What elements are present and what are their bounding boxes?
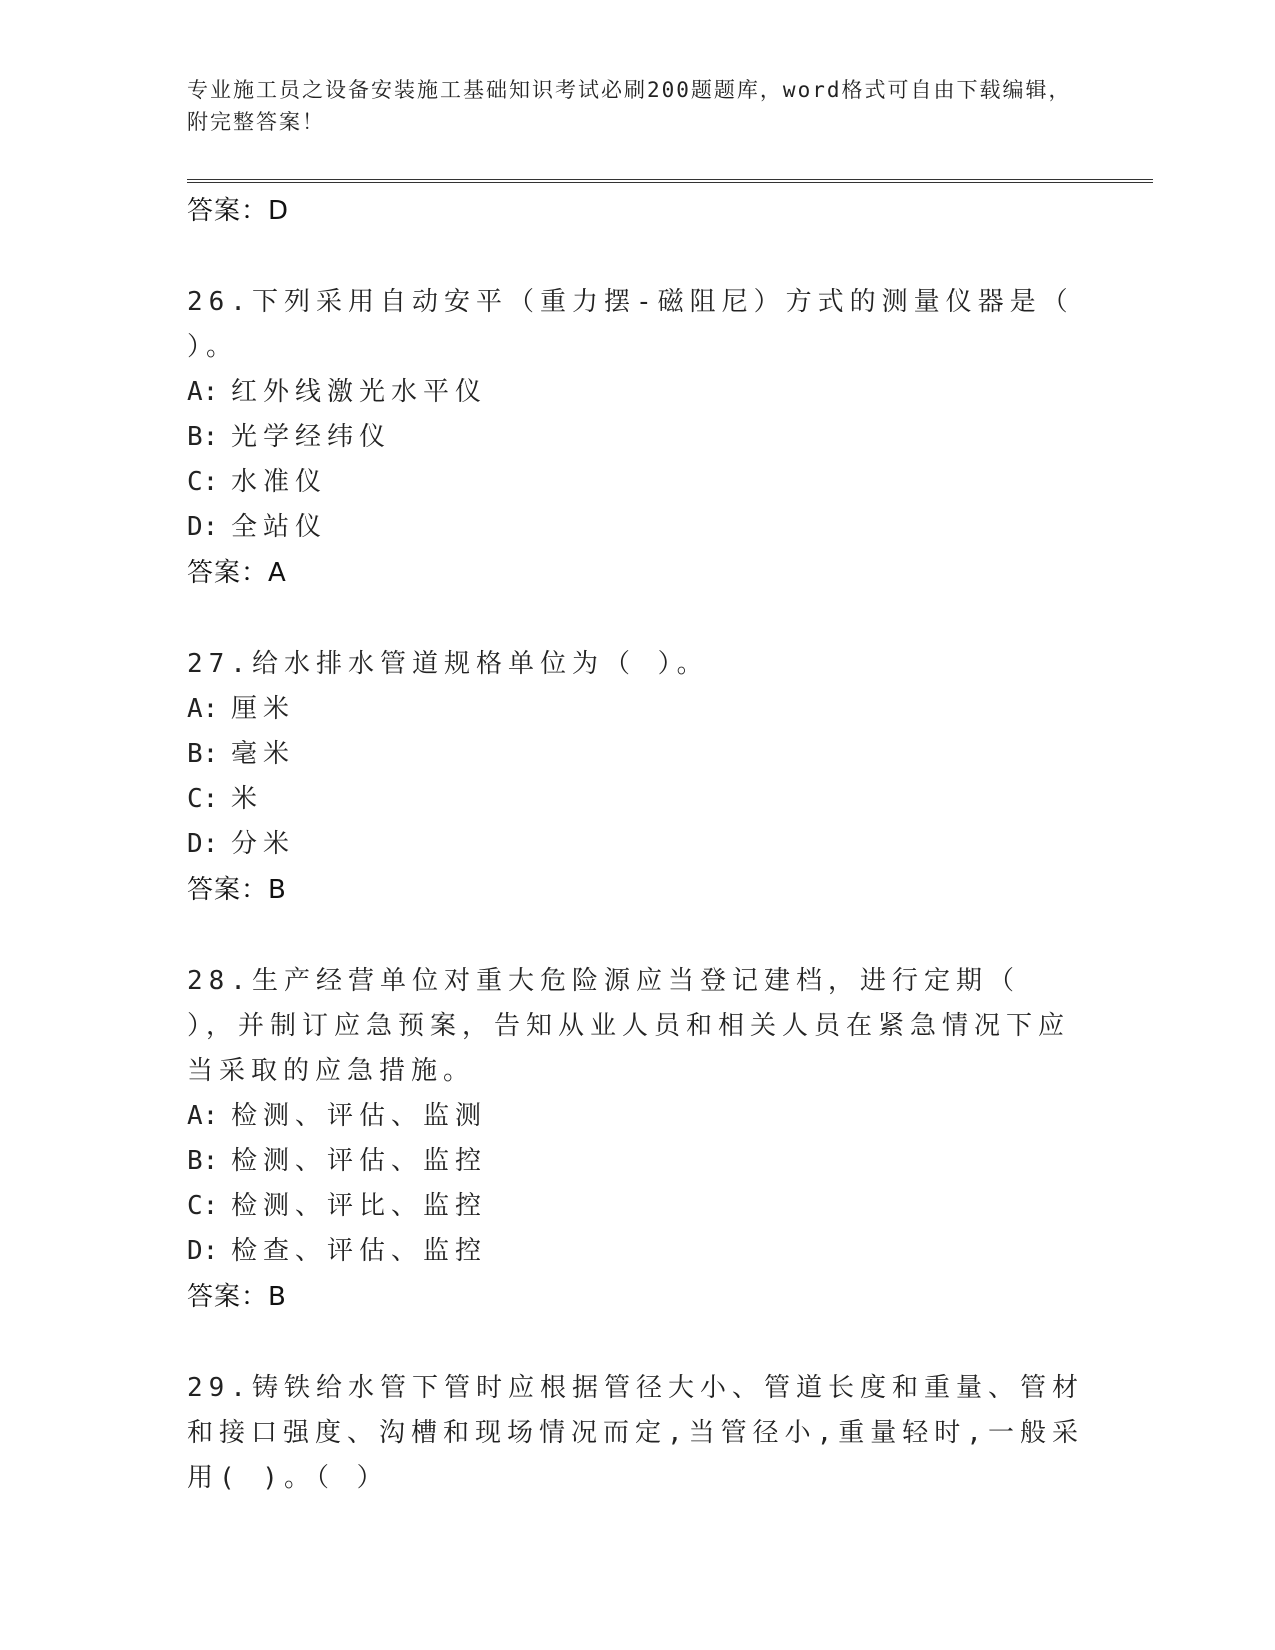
option-28-d — [187, 1229, 1087, 1274]
option-28-b — [187, 1139, 1087, 1184]
option-key: A: — [187, 377, 219, 407]
option-27-a — [187, 687, 1087, 732]
option-key: B: — [187, 422, 219, 452]
option-27-d — [187, 822, 1087, 867]
option-text: 水准仪 — [231, 467, 328, 497]
answer-28: 答案：B — [187, 1282, 287, 1312]
option-26-a — [187, 370, 1087, 415]
option-key: D: — [187, 512, 219, 542]
option-key: D: — [187, 829, 219, 859]
question-29: 29.铸铁给水管下管时应根据管径大小、管道长度和重量、管材和接口强度、沟槽和现场情况而定,当管径小,重量轻时,一般采用( )。（ ） — [187, 1373, 1084, 1493]
question-26: 26.下列采用自动安平（重力摆-磁阻尼）方式的测量仪器是（ ）。 — [187, 287, 1074, 362]
option-27-b — [187, 732, 1087, 777]
option-key: A: — [187, 1101, 219, 1131]
header-divider — [187, 179, 1153, 183]
option-key: C: — [187, 467, 219, 497]
option-key: A: — [187, 694, 219, 724]
option-key: D: — [187, 1236, 219, 1266]
option-26-b — [187, 415, 1087, 460]
option-text: 米 — [231, 784, 264, 814]
option-text: 红外线激光水平仪 — [231, 377, 488, 407]
option-text: 检测、评估、监测 — [231, 1101, 488, 1131]
question-27: 27.给水排水管道规格单位为（ ）。 — [187, 649, 709, 679]
option-text: 光学经纬仪 — [231, 422, 392, 452]
option-key: C: — [187, 784, 219, 814]
option-text: 检查、评估、监控 — [231, 1236, 488, 1266]
answer-25: 答案：D — [187, 196, 290, 226]
option-key: B: — [187, 1146, 219, 1176]
option-26-d — [187, 505, 1087, 550]
option-text: 检测、评比、监控 — [231, 1191, 488, 1221]
answer-27: 答案：B — [187, 875, 287, 905]
question-list — [187, 188, 1087, 1501]
option-28-c — [187, 1184, 1087, 1229]
answer-26: 答案：A — [187, 558, 287, 588]
option-text: 检测、评估、监控 — [231, 1146, 488, 1176]
option-text: 毫米 — [231, 739, 296, 769]
option-26-c — [187, 460, 1087, 505]
option-key: B: — [187, 739, 219, 769]
option-text: 分米 — [231, 829, 296, 859]
option-27-c — [187, 777, 1087, 822]
document-header: 专业施工员之设备安装施工基础知识考试必刷200题题库，word格式可自由下载编辑，附完整答案！ — [187, 78, 1072, 134]
option-text: 厘米 — [231, 694, 296, 724]
option-text: 全站仪 — [231, 512, 328, 542]
question-28: 28.生产经营单位对重大危险源应当登记建档，进行定期（ ），并制订应急预案，告知从业人员和相关人员在紧急情况下应当采取的应急措施。 — [187, 966, 1071, 1086]
option-28-a — [187, 1094, 1087, 1139]
option-key: C: — [187, 1191, 219, 1221]
